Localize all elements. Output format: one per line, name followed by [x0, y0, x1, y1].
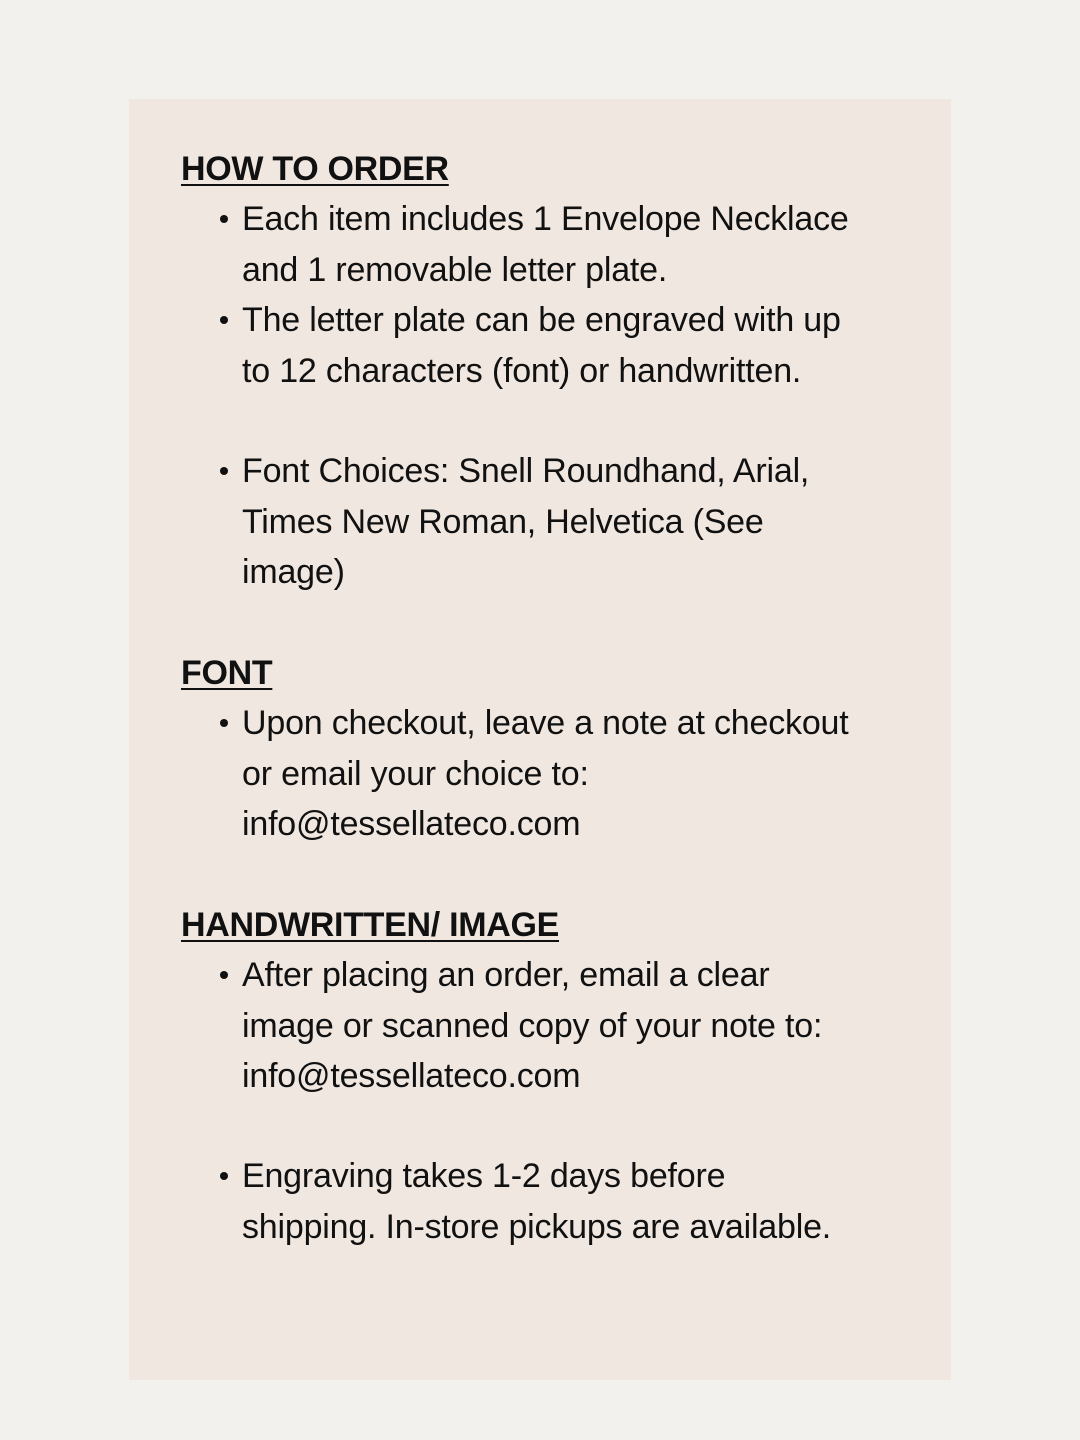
bullet-dot-icon — [220, 316, 228, 324]
bullet-text-line: image) — [242, 553, 345, 591]
bullet-text-line: Upon checkout, leave a note at checkout — [242, 704, 849, 742]
heading-font: FONT — [181, 654, 273, 692]
heading-how-to-order: HOW TO ORDER — [181, 150, 449, 188]
bullet-dot-icon — [220, 719, 228, 727]
bullet-text-line: and 1 removable letter plate. — [242, 250, 668, 289]
bullet-dot-icon — [220, 971, 228, 979]
bullet-text-line: Engraving takes 1-2 days before — [242, 1157, 726, 1195]
email-link[interactable]: info@tessellateco.com — [242, 805, 581, 843]
bullet-item-handwritten-note — [242, 950, 922, 1102]
bullet-dot-icon — [220, 1172, 228, 1180]
heading-handwritten-image: HANDWRITTEN/ IMAGE — [181, 906, 560, 944]
bullet-item-engraving-limit — [242, 295, 922, 396]
bullet-text-line: Times New Roman, Helvetica (See — [242, 502, 764, 541]
bullet-text-line: or email your choice to: — [242, 754, 589, 793]
bullet-text-line: to 12 characters (font) or handwritten. — [242, 351, 802, 390]
bullet-item-font-choices — [242, 446, 922, 598]
bullet-text-line: image or scanned copy of your note to: — [242, 1006, 823, 1045]
bullet-item-includes — [242, 194, 922, 295]
order-instructions-card — [129, 99, 951, 1380]
bullet-item-font-note — [242, 698, 922, 850]
bullet-text-line: shipping. In-store pickups are available. — [242, 1207, 832, 1246]
bullet-text-line: The letter plate can be engraved with up — [242, 301, 841, 339]
bullet-text-line: Font Choices: Snell Roundhand, Arial, — [242, 452, 810, 490]
bullet-dot-icon — [220, 467, 228, 475]
bullet-text-line: After placing an order, email a clear — [242, 956, 770, 994]
bullet-dot-icon — [220, 215, 228, 223]
bullet-text-line: Each item includes 1 Envelope Necklace — [242, 200, 849, 238]
email-link[interactable]: info@tessellateco.com — [242, 1057, 581, 1095]
bullet-item-engraving-time — [242, 1151, 922, 1252]
